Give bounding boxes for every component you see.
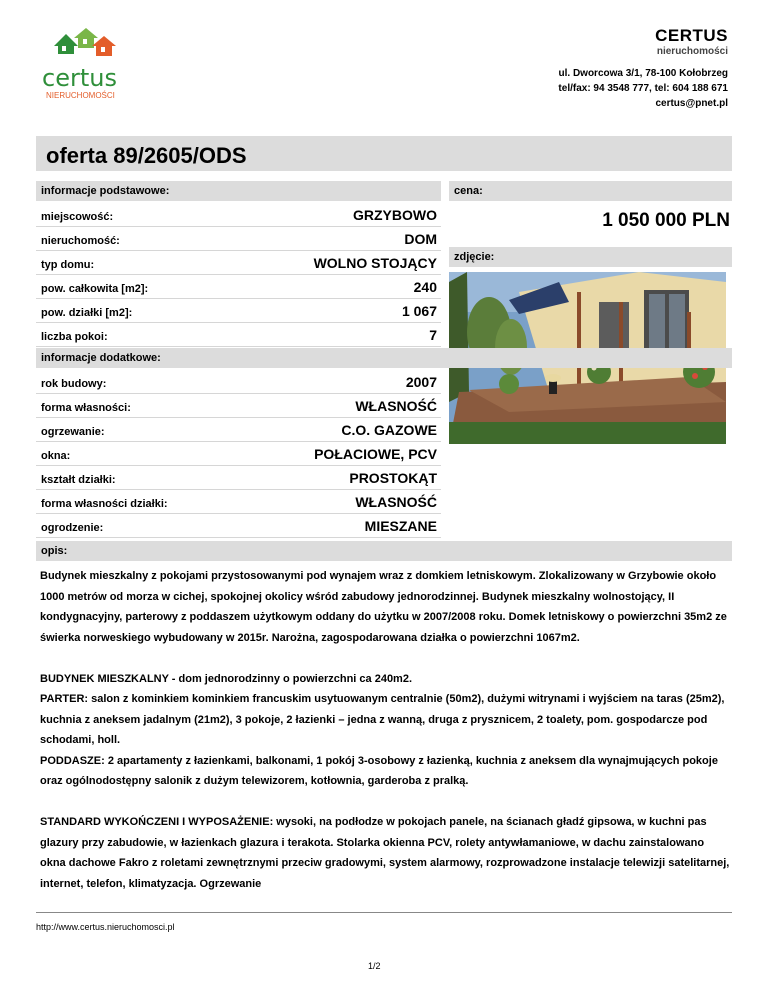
certus-logo (36, 24, 136, 104)
row-value: WŁASNOŚĆ (355, 494, 437, 510)
info-row (36, 205, 441, 227)
brand-subtitle: nieruchomości (656, 46, 728, 57)
info-row (36, 396, 441, 418)
page-number: 1/2 (368, 961, 381, 971)
description-line: PODDASZE: 2 apartamenty z łazienkami, balkonami, 1 pokój 3-osobowy z łazienką, kuchnia z aneksem dla wynajmujących pokoje oraz ogólnodostępny salonik z dużym telewizorem, kotłownia, garderoba z pralką. (40, 754, 718, 787)
row-label: forma własności działki: (41, 498, 168, 510)
footer-divider (36, 912, 732, 913)
additional-info-heading: informacje dodatkowe: (36, 348, 732, 368)
info-row (36, 468, 441, 490)
phone: tel/fax: 94 3548 777, tel: 604 188 671 (558, 83, 728, 94)
row-label: kształt działki: (41, 474, 116, 486)
description-paragraph (40, 669, 730, 792)
row-value: 240 (413, 279, 437, 295)
basic-info-heading: informacje podstawowe: (36, 181, 441, 201)
description-line: PARTER: salon z kominkiem kominkiem francuskim usytuowanym centralnie (50m2), dużymi witrynami i wyjściem na taras (25m2), kuchnia z aneksem jadalnym (21m2), 3 pokoje, 2 łazienki – jedna z wanną, druga z prysznicem, 2 toalety, pom. gospodarcze pod schodami, holl. (40, 693, 725, 746)
footer-url-link[interactable]: http://www.certus.nieruchomosci.pl (36, 922, 175, 932)
info-row (36, 444, 441, 466)
row-label: ogrodzenie: (41, 522, 104, 534)
row-value: GRZYBOWO (353, 207, 437, 223)
description-paragraph: STANDARD WYKOŃCZENI I WYPOSAŻENIE: wysoki, na podłodze w pokojach panele, na ścianach gładź gipsowa, w kuchni pas glazury przy zabudowie, w łazienkach glazura i terakota. Stolarka okienna PCV, rolety antywłamaniowe, w dachu zainstalowano okna dachowe Fakro z roletami zewnętrznymi przeciw gradowymi, system alarmowy, rozprowadzone instalacje telewizji satelitarnej, internet, telefon, klimatyzacja. Ogrzewanie (40, 816, 730, 890)
info-row (36, 325, 441, 347)
address: ul. Dworcowa 3/1, 78-100 Kołobrzeg (558, 68, 728, 79)
offer-title: oferta 89/2605/ODS (46, 143, 247, 168)
row-value: POŁACIOWE, PCV (314, 446, 437, 462)
description-heading: opis: (36, 541, 732, 561)
info-row (36, 277, 441, 299)
description-body (40, 566, 730, 915)
brand (655, 26, 728, 57)
row-value: 2007 (405, 374, 437, 390)
price-value: 1 050 000 PLN (602, 210, 730, 231)
brand-name: CERTUS (655, 26, 728, 45)
svg-text:certus: certus (42, 64, 117, 92)
row-value: DOM (404, 231, 437, 247)
row-value: 7 (429, 327, 437, 343)
description-line: BUDYNEK MIESZKALNY - dom jednorodzinny o powierzchni ca 240m2. (40, 672, 413, 685)
row-label: okna: (41, 450, 71, 462)
info-row (36, 301, 441, 323)
contact-info (558, 66, 728, 111)
info-row (36, 253, 441, 275)
info-row (36, 420, 441, 442)
row-label: typ domu: (41, 259, 95, 271)
row-label: forma własności: (41, 402, 131, 414)
row-value: C.O. GAZOWE (341, 422, 437, 438)
row-value: WŁASNOŚĆ (355, 398, 437, 414)
price-heading: cena: (449, 181, 732, 201)
row-label: rok budowy: (41, 378, 107, 390)
row-label: pow. działki [m2]: (41, 307, 133, 319)
row-label: pow. całkowita [m2]: (41, 283, 149, 295)
row-value: WOLNO STOJĄCY (313, 255, 437, 271)
info-row (36, 492, 441, 514)
info-row (36, 372, 441, 394)
row-label: liczba pokoi: (41, 331, 108, 343)
row-label: miejscowość: (41, 211, 114, 223)
row-value: 1 067 (401, 303, 437, 319)
svg-text:NIERUCHOMOŚCI: NIERUCHOMOŚCI (46, 91, 115, 100)
photo-heading: zdjęcie: (449, 247, 732, 267)
offer-title-bar (36, 136, 732, 171)
info-row (36, 229, 441, 251)
row-value: MIESZANE (364, 518, 437, 534)
info-row (36, 516, 441, 538)
row-label: nieruchomość: (41, 235, 120, 247)
email-link[interactable]: certus@pnet.pl (655, 98, 728, 109)
description-paragraph: Budynek mieszkalny z pokojami przystosowanymi pod wynajem wraz z domkiem letniskowym. Zlokalizowany w Grzybowie około 1000 metrów od morza w cichej, spokojnej okolicy wśród zabudowy jednorodzinnej. Budynek mieszkalny wolnostojący, II kondygnacyjny, parterowy z poddaszem użytkowym oddany do użytku w 2007/2008 roku. Domek letniskowy o powierzchni 35m2 ze świerka norweskiego wybudowany w 2015r. Narożna, zagospodarowana działka o powierzchni 1067m2. (40, 570, 727, 644)
row-value: PROSTOKĄT (349, 470, 437, 486)
row-label: ogrzewanie: (41, 426, 105, 438)
